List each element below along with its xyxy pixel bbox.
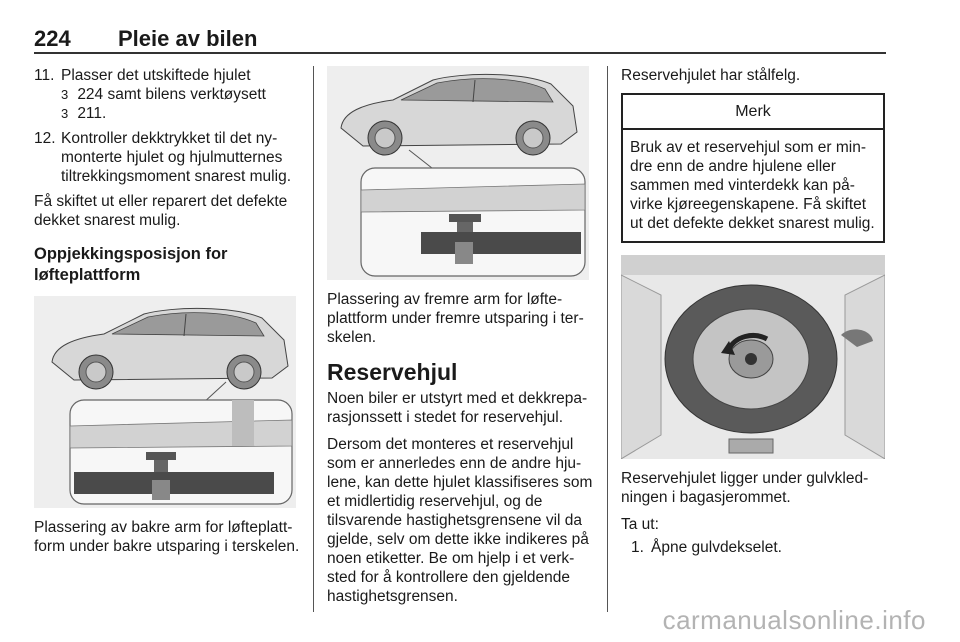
header-rule	[34, 52, 886, 54]
front-lift-arm-illustration	[327, 66, 589, 280]
step-text: Åpne gulvdekselet.	[651, 539, 782, 556]
step-number: 12.	[34, 130, 56, 147]
section-title: Reservehjul	[327, 359, 458, 385]
note-title: Merk	[623, 95, 883, 130]
paragraph: Få skiftet ut eller reparert det defekte dekket snarest mulig.	[34, 193, 288, 229]
step-number: 11.	[34, 67, 55, 84]
figure-caption: Plassering av fremre arm for løfteplattform under fremre utsparing i terskelen.	[327, 291, 584, 346]
column-separator-1	[313, 66, 314, 612]
spare-wheel-illustration	[621, 255, 885, 459]
list-item	[34, 66, 302, 123]
note-box	[621, 93, 885, 243]
column-2	[327, 66, 595, 614]
list-item	[631, 538, 885, 557]
column-separator-2	[607, 66, 608, 612]
note-body: Bruk av et reservehjul som er mindre enn de andre hjulene eller sammen med vinterdekk kan påvirke kjøreegenskapene. Få skiftet ut det defekte dekket snarest mulig.	[630, 139, 875, 232]
page-ref-link[interactable]: 224	[77, 86, 104, 103]
page-number: 224	[34, 26, 71, 51]
figure-caption: Reservehjulet ligger under gulvkledningen i bagasjerommet.	[621, 470, 869, 506]
paragraph: Noen biler er utstyrt med et dekkreparasjonssett i stedet for reservehjul.	[327, 390, 588, 426]
step-text: .	[102, 105, 107, 122]
arrow-reference-icon: 3	[61, 87, 69, 102]
steps-list	[621, 538, 885, 557]
subheading: Oppjekkingsposisjon for løfteplattform	[34, 245, 228, 284]
paragraph: Reservehjulet har stålfelg.	[621, 67, 801, 84]
rear-lift-arm-illustration	[34, 296, 296, 508]
figure-caption: Plassering av bakre arm for løfteplattform under bakre utsparing i terskelen.	[34, 519, 300, 555]
step-number: 1.	[631, 539, 644, 556]
column-1	[34, 66, 302, 564]
step-text: Kontroller dekktrykket til det nymonterte hjulet og hjulmutternes tiltrekkingsmoment snarest mulig.	[61, 130, 291, 185]
list-item	[34, 129, 302, 186]
paragraph: Ta ut:	[621, 516, 659, 533]
step-text: samt bilens verktøysett	[103, 86, 266, 103]
step-text: Plasser det utskiftede hjulet	[61, 67, 251, 84]
arrow-reference-icon: 3	[61, 106, 69, 121]
page-ref-link[interactable]: 211	[77, 105, 103, 122]
watermark: carmanualsonline.info	[662, 605, 926, 635]
paragraph: Dersom det monteres et reservehjul som er annerledes enn de andre hjulene, kan dette hjulet klassifiseres som et midlertidig reservehjul, og de tilsvarende hastighetsgrensene vil da gjelde, selv om dette ikke indikeres på noen etiketter. Be om hjelp i et verksted for å kontrollere den gjeldende hastighetsgrensen.	[327, 436, 593, 605]
running-title: Pleie av bilen	[118, 26, 258, 51]
column-3	[621, 66, 885, 563]
steps-list	[34, 66, 302, 186]
